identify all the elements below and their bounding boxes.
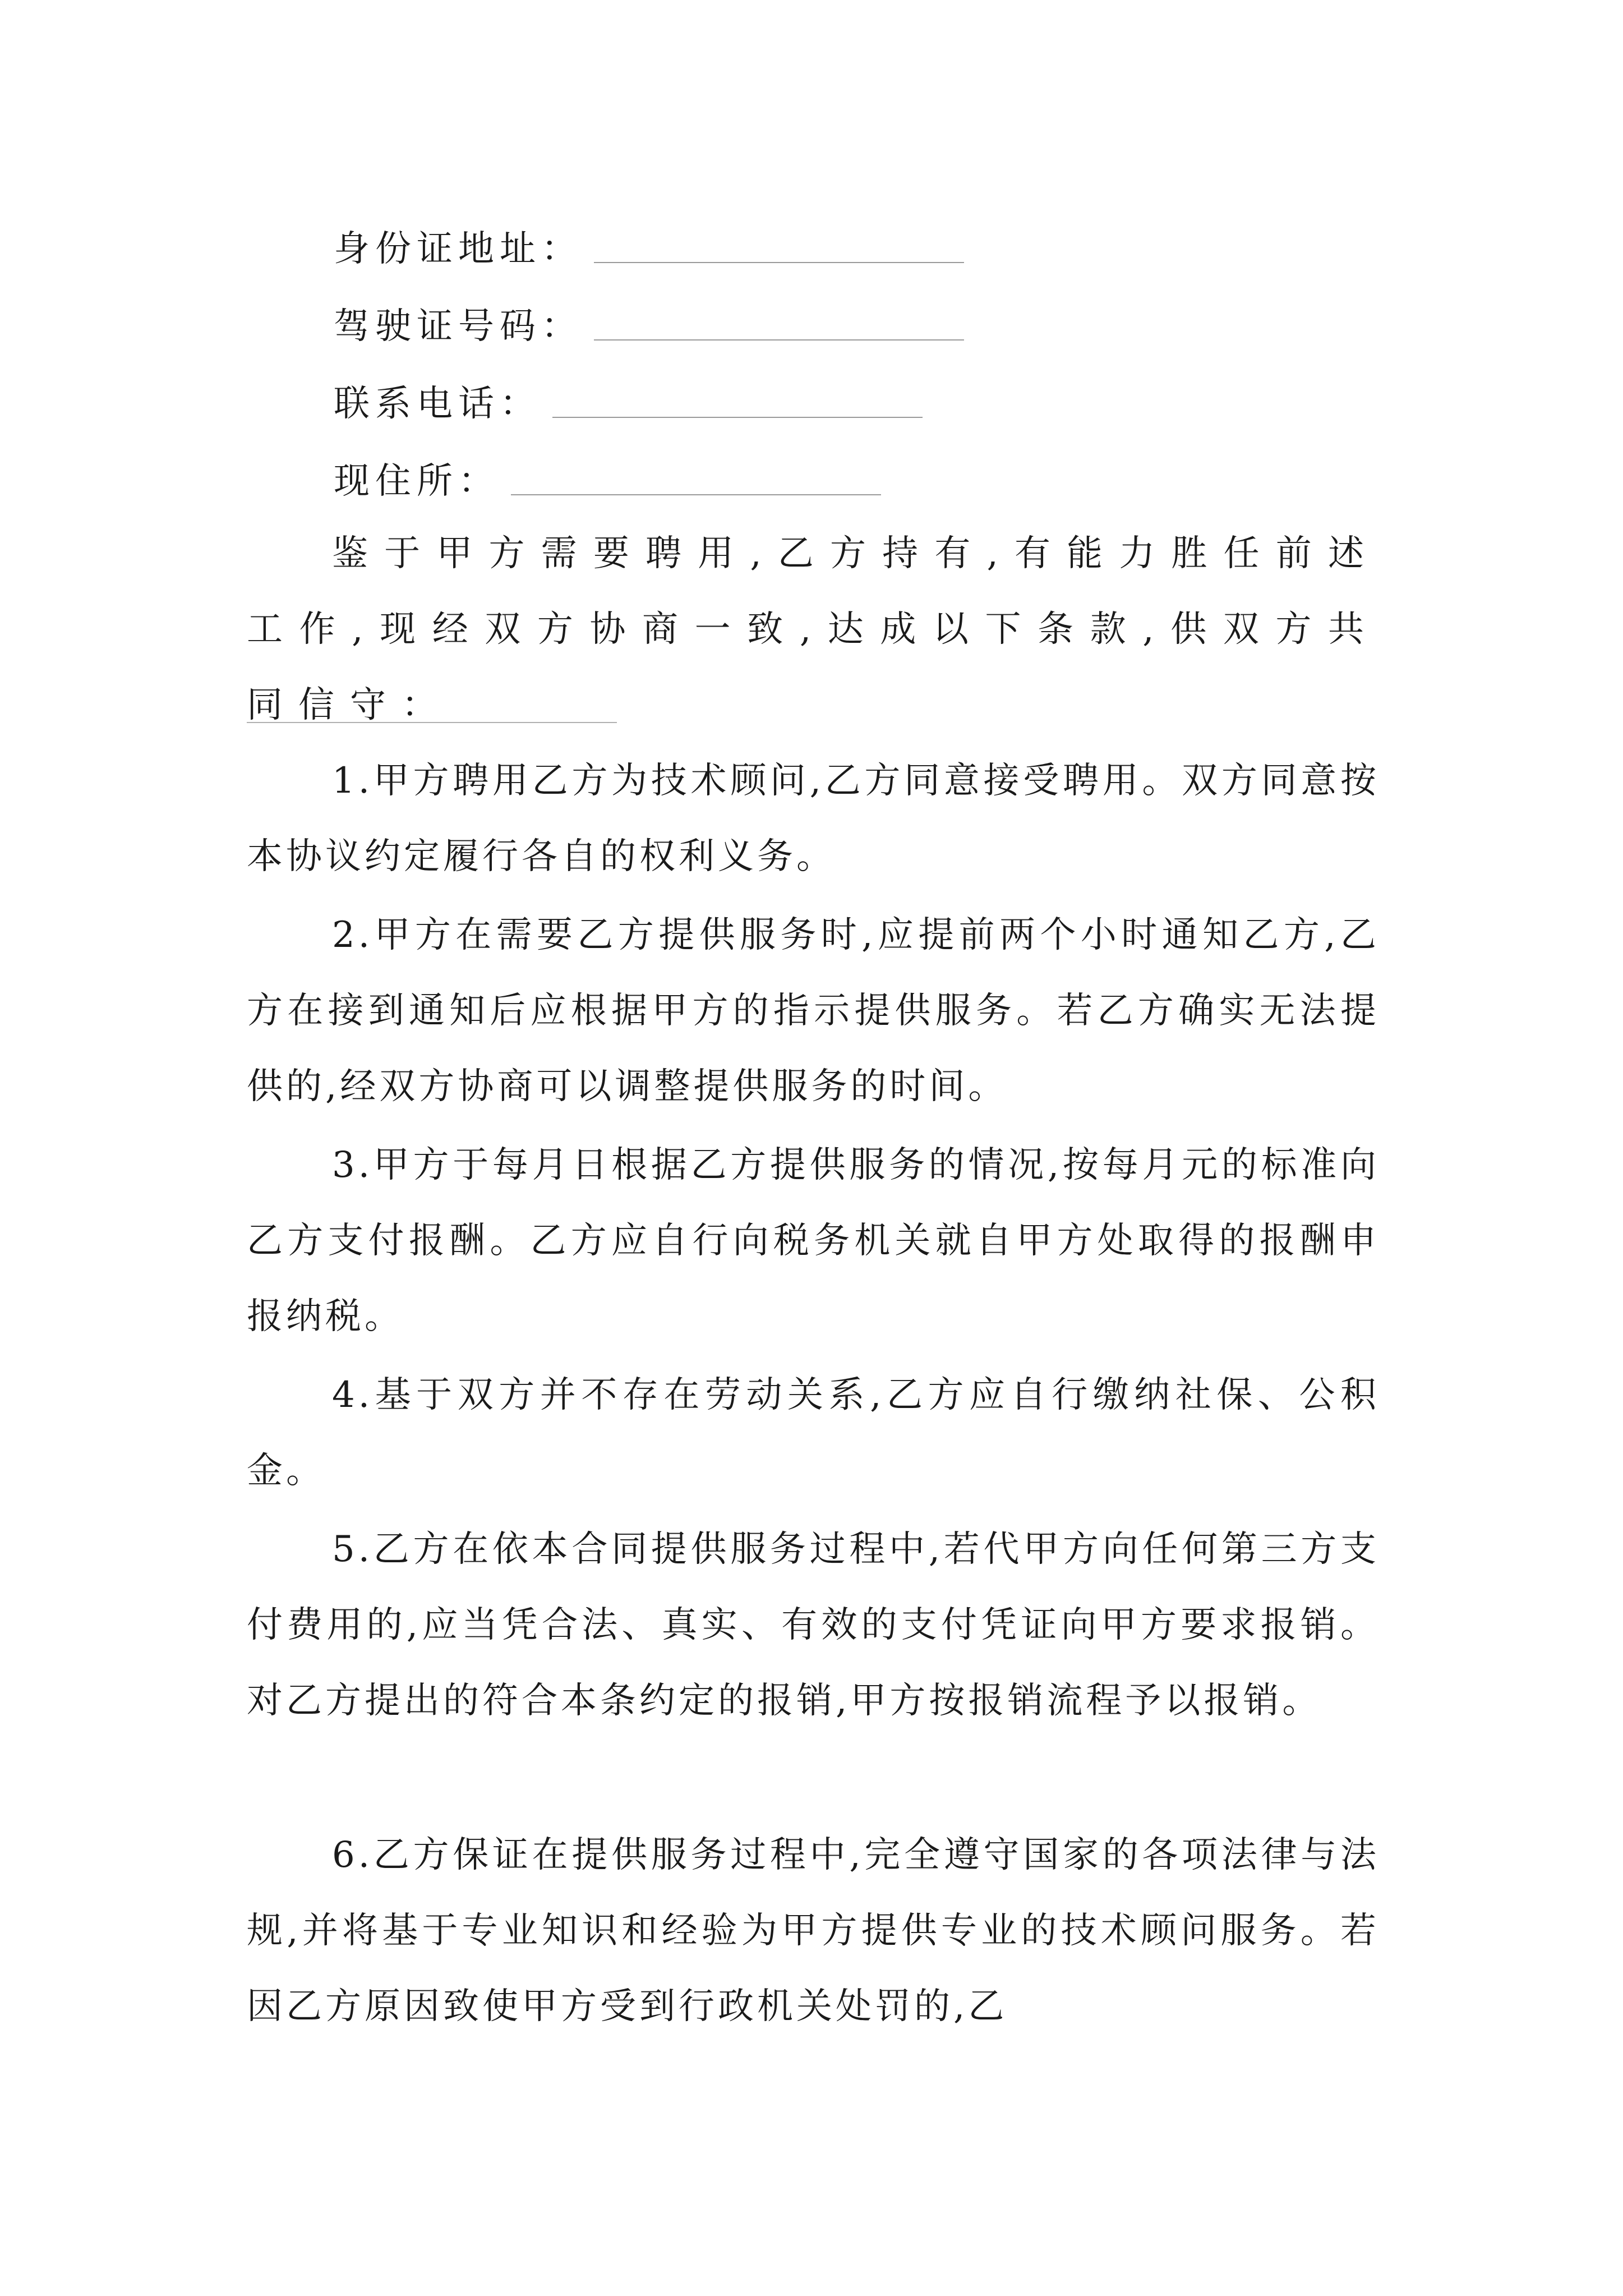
id-address-blank (594, 260, 964, 263)
phone-field (334, 372, 923, 429)
clause-6: 6.乙方保证在提供服务过程中,完全遵守国家的各项法律与法规,并将基于专业知识和经验为甲方提供专业的技术顾问服务。若因乙方原因致使甲方受到行政机关处罚的,乙 (247, 1834, 1380, 2027)
driver-license-label: 驾驶证号码： (334, 306, 583, 347)
clause-2: 2.甲方在需要乙方提供服务时,应提前两个小时通知乙方,乙方在接到通知后应根据甲方的指示提供服务。若乙方确实无法提供的,经双方协商可以调整提供服务的时间。 (247, 914, 1380, 1107)
section-divider (247, 722, 617, 723)
id-address-field (334, 218, 964, 274)
id-address-label: 身份证地址： (334, 228, 583, 270)
clause-1: 1.甲方聘用乙方为技术顾问,乙方同意接受聘用。双方同意按本协议约定履行各自的权利义务。 (247, 760, 1380, 877)
residence-label: 现住所： (334, 461, 500, 502)
clause-4: 4.基于双方并不存在劳动关系,乙方应自行缴纳社保、公积金。 (247, 1374, 1380, 1492)
clause-3: 3.甲方于每月日根据乙方提供服务的情况,按每月元的标准向乙方支付报酬。乙方应自行向税务机关就自甲方处取得的报酬申报纳税。 (247, 1144, 1380, 1337)
driver-license-blank (594, 337, 964, 341)
intro-paragraph: 鉴于甲方需要聘用,乙方持有,有能力胜任前述工作,现经双方协商一致,达成以下条款,供双方共同信守： (247, 533, 1380, 726)
phone-blank (552, 415, 923, 418)
driver-license-field (334, 295, 964, 351)
phone-label: 联系电话： (334, 383, 541, 425)
clause-5: 5.乙方在依本合同提供服务过程中,若代甲方向任何第三方支付费用的,应当凭合法、真实、有效的支付凭证向甲方要求报销。对乙方提出的符合本条约定的报销,甲方按报销流程予以报销。 (247, 1529, 1380, 1722)
residence-field (334, 450, 881, 506)
residence-blank (511, 492, 881, 495)
